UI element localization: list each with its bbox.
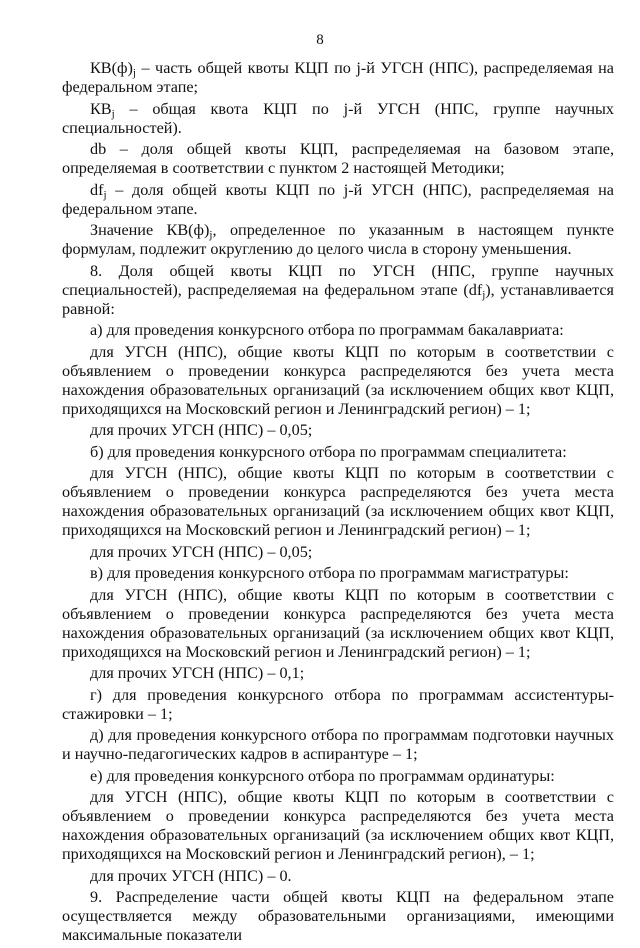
document-body [62, 59, 614, 948]
paragraph-specialist-other: для прочих УГСН (НПС) – 0,05; [90, 542, 313, 561]
paragraph-item-v-master: в) для проведения конкурсного отбора по программам магистратуры: [90, 564, 569, 582]
paragraph-item-b-specialist: б) для проведения конкурсного отбора по программам специалитета: [90, 442, 567, 461]
paragraph-kvf-definition: $КВ(ф)_j$ – часть общей квоты КЦП по j-й УГСН (НПС), распределяемая на федеральном этапе; [62, 59, 614, 96]
paragraph-df-definition: $df_j$ – доля общей квоты КЦП по j-й УГСН (НПС), распределяемая на федеральном этапе. [62, 180, 614, 218]
paragraph-item-g-assistantship: г) для проведения конкурсного отбора по программам ассистентуры-стажировки – 1; [62, 685, 614, 723]
paragraph-master-other: для прочих УГСН (НПС) – 0,1; [90, 664, 305, 682]
page-number: 8 [316, 32, 324, 48]
paragraph-rounding-rule: Значение $КВ(ф)_j$, определенное по указанным в настоящем пункте формулам, подлежит округлению до целого числа в сторону уменьшения. [62, 221, 614, 258]
paragraph-db-definition: db – доля общей квоты КЦП, распределяемая на базовом этапе, определяемая в соответствии с пунктом 2 настоящей Методики; [62, 140, 614, 177]
paragraph-master-rule: для УГСН (НПС), общие квоты КЦП по которым в соответствии с объявлением о проведении конкурса распределяются без учета места нахождения образовательных организаций (за исключением общих квот КЦП, приходящихся на Московский регион и Ленинградский регион) – 1; [62, 585, 614, 661]
paragraph-kv-definition: $КВ_j$ – общая квота КЦП по j-й УГСН (НПС, группе научных специальностей). [62, 99, 614, 137]
paragraph-residency-other: для прочих УГСН (НПС) – 0. [90, 866, 292, 885]
paragraph-residency-rule: для УГСН (НПС), общие квоты КЦП по которым в соответствии с объявлением о проведении конкурса распределяются без учета места нахождения образовательных организаций (за исключением общих квот КЦП, приходящихся на Московский регион и Ленинградский регион), – 1; [62, 788, 614, 863]
paragraph-bachelor-other: для прочих УГСН (НПС) – 0,05; [90, 421, 313, 439]
paragraph-item-9: 9. Распределение части общей квоты КЦП на федеральном этапе осуществляется между образовательными организациями, имеющими максимальные показатели [62, 888, 614, 944]
paragraph-specialist-rule: для УГСН (НПС), общие квоты КЦП по которым в соответствии с объявлением о проведении конкурса распределяются без учета места нахождения образовательных организаций (за исключением общих квот КЦП, приходящихся на Московский регион и Ленинградский регион) – 1; [62, 464, 614, 539]
paragraph-item-d-postgraduate: д) для проведения конкурсного отбора по программам подготовки научных и научно-педагогических кадров в аспирантуре – 1; [62, 726, 614, 763]
paragraph-bachelor-rule: для УГСН (НПС), общие квоты КЦП по которым в соответствии с объявлением о проведении конкурса распределяются без учета места нахождения образовательных организаций (за исключением общих квот КЦП, приходящихся на Московский регион и Ленинградский регион) – 1; [62, 342, 614, 418]
paragraph-item-8: 8. Доля общей квоты КЦП по УГСН (НПС, группе научных специальностей), распределяемая на федеральном этапе $(df_j)$, устанавливается равной: [62, 261, 614, 318]
paragraph-item-e-residency: е) для проведения конкурсного отбора по программам ординатуры: [90, 766, 555, 785]
paragraph-item-a-bachelor: а) для проведения конкурсного отбора по программам бакалавриата: [90, 321, 564, 339]
